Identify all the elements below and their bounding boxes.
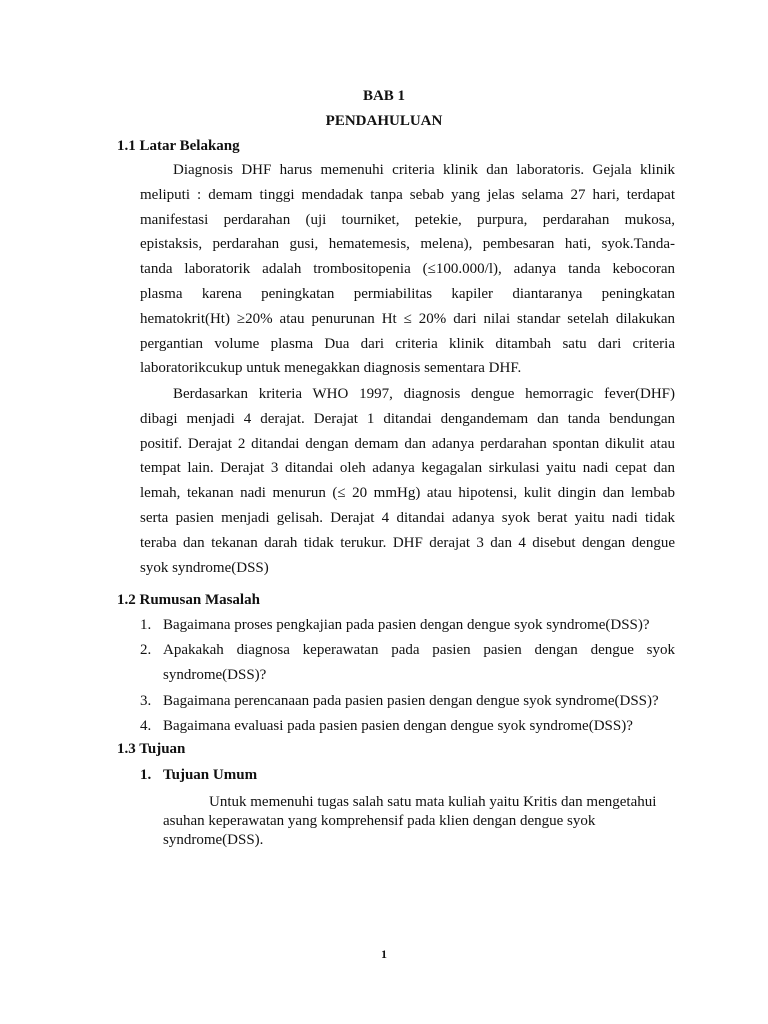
paragraph-tujuan-umum — [163, 793, 675, 850]
paragraph-line: serta pasien menjadi gelisah. Derajat 4 ditandai adanya syok berat yaitu nadi tidak — [140, 509, 675, 526]
paragraph-latar-belakang-1 — [140, 158, 675, 381]
paragraph-line: lemah, tekanan nadi menurun (≤ 20 mmHg) atau hipotensi, kulit dingin dan lembab — [140, 485, 675, 502]
sub-heading-number: 1. — [140, 767, 152, 783]
list-item-number: 1. — [140, 617, 152, 633]
paragraph-line: dibagi menjadi 4 derajat. Derajat 1 ditandai dengandemam dan tanda bendungan — [140, 410, 675, 427]
paragraph-line: Diagnosis DHF harus memenuhi criteria klinik dan laboratoris. Gejala klinik — [173, 162, 675, 178]
paragraph-line: Berdasarkan kriteria WHO 1997, diagnosis dengue hemorragic fever(DHF) — [173, 386, 675, 402]
paragraph-line: Untuk memenuhi tugas salah satu mata kuliah yaitu Kritis dan mengetahui — [209, 794, 657, 810]
sub-heading-label: Tujuan Umum — [163, 767, 258, 783]
paragraph-line: pergantian volume plasma Dua dari criteria klinik ditambah satu dari criteria — [140, 335, 675, 352]
paragraph-line: tempat lain. Derajat 3 ditandai oleh adanya kegagalan sirkulasi yaitu nadi cepat dan — [140, 460, 675, 477]
list-item-text: Apakakah diagnosa keperawatan pada pasien pasien dengan dengue syok — [163, 642, 675, 659]
paragraph-line: epistaksis, perdarahan gusi, hematemesis, melena), pembesaran hati, syok.Tanda- — [140, 236, 675, 253]
paragraph-line: syok syndrome(DSS) — [140, 559, 269, 576]
paragraph-line: tanda laboratorik adalah trombositopenia (≤100.000/l), adanya tanda kebocoran — [140, 261, 675, 278]
list-item-text: Bagaimana perencanaan pada pasien pasien dengan dengue syok syndrome(DSS)? — [163, 692, 659, 709]
paragraph-line: laboratorikcukup untuk menegakkan diagnosis sementara DHF. — [140, 360, 522, 377]
paragraph-latar-belakang-2 — [140, 382, 675, 580]
list-item-text: Bagaimana proses pengkajian pada pasien dengan dengue syok syndrome(DSS)? — [163, 617, 650, 633]
paragraph-line: asuhan keperawatan yang komprehensif pada klien dengan dengue syok — [163, 813, 596, 829]
list-item — [140, 689, 675, 714]
list-item — [140, 613, 675, 638]
list-item-number: 2. — [140, 642, 152, 659]
list-item-text: syndrome(DSS)? — [163, 667, 267, 684]
list-item-text: Bagaimana evaluasi pada pasien pasien dengan dengue syok syndrome(DSS)? — [163, 717, 633, 734]
paragraph-line: teraba dan tekanan darah tidak terukur. DHF derajat 3 dan 4 disebut dengan dengue — [140, 534, 675, 551]
paragraph-line: positif. Derajat 2 ditandai dengan demam dan adanya perdarahan spontan dikulit atau — [140, 435, 675, 452]
section-heading-tujuan: 1.3 Tujuan — [117, 741, 186, 757]
chapter-label: BAB 1 — [362, 88, 406, 104]
rumusan-masalah-list — [140, 613, 675, 739]
paragraph-line: meliputi : demam tinggi mendadak tanpa sebab yang jelas selama 27 hari, terdapat — [140, 186, 675, 203]
paragraph-line: plasma karena peningkatan permiabilitas kapiler diantaranya peningkatan — [140, 285, 675, 302]
list-item — [140, 638, 675, 688]
list-item — [140, 714, 675, 739]
paragraph-line: manifestasi perdarahan (uji tourniket, petekie, purpura, perdarahan mukosa, — [140, 211, 675, 228]
section-heading-rumusan-masalah: 1.2 Rumusan Masalah — [117, 592, 260, 608]
paragraph-line: hematokrit(Ht) ≥20% atau penurunan Ht ≤ 20% dari nilai standar setelah dilakukan — [140, 310, 675, 327]
section-heading-latar-belakang: 1.1 Latar Belakang — [117, 138, 240, 154]
chapter-title: PENDAHULUAN — [325, 113, 443, 129]
list-item-number: 3. — [140, 692, 152, 709]
sub-heading-tujuan-umum — [140, 767, 257, 784]
list-item-number: 4. — [140, 717, 152, 734]
page-number: 1 — [381, 947, 387, 961]
paragraph-line: syndrome(DSS). — [163, 832, 264, 848]
